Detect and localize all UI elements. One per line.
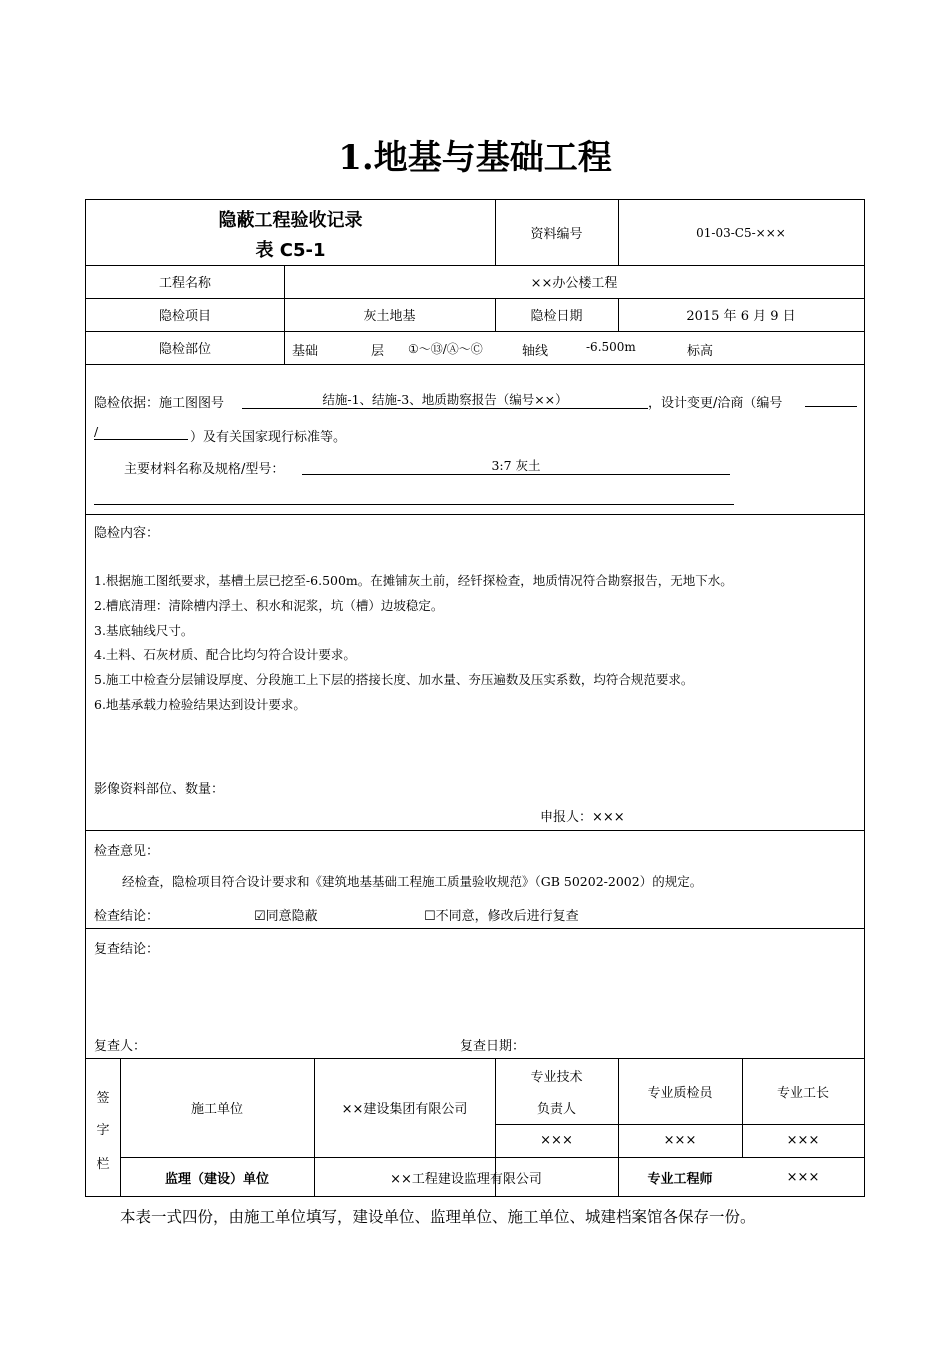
recheck-date-label: 复查日期： — [460, 1039, 526, 1054]
location-axis-value: ①～⑬/Ⓐ～Ⓒ — [408, 342, 483, 356]
location-part: 基础 — [292, 344, 319, 359]
inspection-item-value: 灰土地基 — [363, 309, 416, 324]
signature-column-char: 字 — [96, 1122, 110, 1138]
inspection-item-label: 隐检项目 — [158, 309, 211, 324]
content-item: 4.土料、石灰材质、配合比均匀符合设计要求。 — [94, 647, 356, 662]
foreman-value: ××× — [786, 1133, 820, 1148]
qc-inspector-value: ××× — [663, 1133, 697, 1148]
project-name-value: ××办公楼工程 — [530, 276, 618, 291]
engineer-label: 专业工程师 — [647, 1171, 713, 1187]
content-item: 1.根据施工图纸要求，基槽土层已挖至-6.500m。在摊铺灰土前，经钎探检查，地质情况符合勘察报告，无地下水。 — [94, 573, 733, 588]
form-title: 隐蔽工程验收记录 — [218, 210, 363, 231]
location-label: 隐检部位 — [158, 342, 211, 357]
blank-line — [94, 488, 734, 505]
reporter-label: 申报人：××× — [540, 810, 625, 825]
location-floor-label: 层 — [371, 344, 385, 359]
tech-lead-label-1: 专业技术 — [530, 1069, 583, 1085]
footer-note: 本表一式四份，由施工单位填写，建设单位、监理单位、施工单位、城建档案馆各保存一份。 — [120, 1208, 756, 1226]
construction-unit-label: 施工单位 — [190, 1102, 243, 1117]
agree-checkbox[interactable]: ☑同意隐蔽 — [254, 909, 318, 924]
signature-column-char: 栏 — [96, 1156, 110, 1172]
drawing-number: 结施-1、结施-3、地质勘察报告（编号××） — [242, 390, 648, 409]
material-label: 主要材料名称及规格/型号： — [124, 462, 285, 477]
opinion-label: 检查意见： — [94, 844, 160, 859]
page-title: 1.地基与基础工程 — [338, 138, 612, 178]
supervision-unit-value: ××工程建设监理有限公司 — [390, 1171, 542, 1187]
basis-label: 隐检依据：施工图图号 — [94, 396, 225, 411]
construction-unit-value: ××建设集团有限公司 — [341, 1102, 468, 1117]
content-item: 3.基底轴线尺寸。 — [94, 623, 194, 638]
inspection-form — [85, 199, 865, 1197]
design-change-number-blank — [805, 390, 857, 407]
engineer-value: ××× — [786, 1169, 820, 1185]
content-item: 6.地基承载力检验结果达到设计要求。 — [94, 697, 306, 712]
location-axis-label: 轴线 — [522, 344, 549, 359]
material-value: 3:7 灰土 — [302, 456, 730, 475]
design-change-label: ，设计变更/洽商（编号 — [648, 396, 783, 411]
conclusion-label: 检查结论： — [94, 909, 160, 924]
inspection-date-label: 隐检日期 — [530, 309, 583, 324]
content-label: 隐检内容： — [94, 526, 160, 541]
qc-inspector-label: 专业质检员 — [647, 1085, 713, 1101]
tech-lead-value: ××× — [540, 1133, 573, 1148]
supervision-unit-label: 监理（建设）单位 — [164, 1171, 269, 1187]
location-elevation-value: -6.500m — [586, 340, 636, 354]
location-elevation-label: 标高 — [687, 344, 714, 359]
tech-lead-label-2: 负责人 — [536, 1101, 576, 1117]
doc-no-label: 资料编号 — [530, 227, 583, 242]
project-name-label: 工程名称 — [158, 276, 211, 291]
recheck-label: 复查结论： — [94, 942, 160, 957]
photo-label: 影像资料部位、数量： — [94, 782, 225, 797]
form-code: 表 C5-1 — [255, 240, 326, 261]
standards-text: ）及有关国家现行标准等。 — [190, 430, 347, 445]
content-item: 5.施工中检查分层铺设厚度、分段施工上下层的搭接长度、加水量、夯压遍数及压实系数，均符合规范要求。 — [94, 672, 694, 687]
inspection-date-value: 2015 年 6 月 9 日 — [686, 309, 796, 324]
recheck-person-label: 复查人： — [94, 1039, 147, 1054]
content-item: 2.槽底清理：清除槽内浮土、积水和泥浆，坑（槽）边坡稳定。 — [94, 598, 444, 613]
opinion-text: 经检查，隐检项目符合设计要求和《建筑地基基础工程施工质量验收规范》（GB 50202-2002）的规定。 — [122, 874, 703, 889]
doc-no-value: 01-03-C5-××× — [696, 225, 786, 240]
disagree-checkbox[interactable]: ☐不同意，修改后进行复查 — [424, 909, 579, 924]
design-change-number: / — [94, 424, 188, 440]
foreman-label: 专业工长 — [776, 1085, 829, 1101]
signature-column-char: 签 — [96, 1090, 110, 1106]
